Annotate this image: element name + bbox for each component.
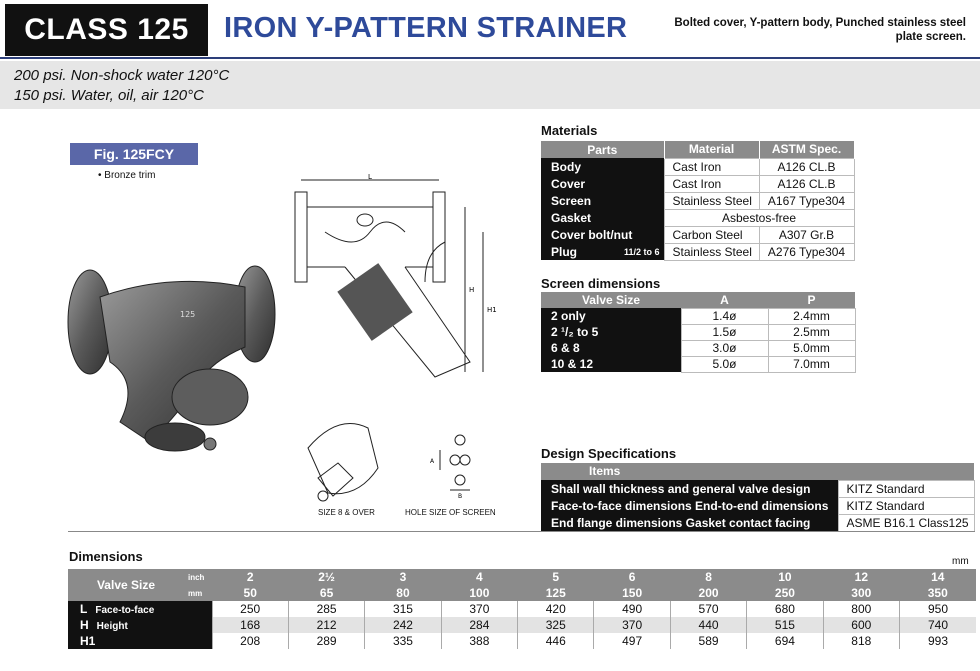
dimension-value: 289 [288, 633, 364, 649]
size-inch-cell: 8 [670, 569, 746, 585]
dimension-value: 446 [518, 633, 594, 649]
item-cell: End flange dimensions Gasket contact facing [541, 514, 838, 531]
size-mm-cell: 65 [288, 585, 364, 601]
p-cell: 7.0mm [768, 356, 855, 372]
figure-note: • Bronze trim [98, 170, 156, 181]
dimension-key [68, 601, 212, 617]
svg-text:H1: H1 [487, 306, 497, 314]
size-mm-cell: 50 [212, 585, 288, 601]
table-row [541, 514, 974, 531]
dimension-key [68, 633, 212, 649]
size-inch-cell: 4 [441, 569, 517, 585]
spec-cell: A126 CL.B [759, 158, 854, 175]
dimension-row [68, 617, 976, 633]
material-cell: Asbestos-free [664, 209, 854, 226]
dimension-value: 168 [212, 617, 288, 633]
dimension-key-desc: Face-to-face [95, 605, 155, 616]
value-cell: KITZ Standard [838, 480, 974, 497]
dimension-value: 490 [594, 601, 670, 617]
screen-title: Screen dimensions [541, 276, 661, 291]
dimension-value: 250 [212, 601, 288, 617]
table-row [541, 497, 974, 514]
design-table [541, 463, 975, 532]
table-row [541, 243, 854, 260]
size-inch-cell: 5 [518, 569, 594, 585]
size-mm-cell: 125 [518, 585, 594, 601]
dimension-value: 208 [212, 633, 288, 649]
materials-title: Materials [541, 123, 598, 138]
dimension-key-desc: Height [96, 621, 128, 632]
value-cell: KITZ Standard [838, 497, 974, 514]
product-title: IRON Y-PATTERN STRAINER [224, 12, 628, 44]
dimensions-title: Dimensions [69, 549, 143, 564]
valve-photo [60, 262, 280, 462]
size-inch-cell: 14 [900, 569, 976, 585]
dimension-value: 950 [900, 601, 976, 617]
screen-table [541, 292, 856, 373]
mm-label: mm [184, 585, 212, 601]
dimension-value: 740 [900, 617, 976, 633]
dimension-row [68, 633, 976, 649]
item-cell: Shall wall thickness and general valve design [541, 480, 838, 497]
spec-cell: A307 Gr.B [759, 226, 854, 243]
design-title: Design Specifications [541, 446, 677, 461]
inch-label: inch [184, 569, 212, 585]
unit-label: mm [952, 556, 969, 567]
part-label: Plug [551, 244, 577, 259]
dimension-value: 440 [670, 617, 746, 633]
material-cell: Cast Iron [664, 158, 759, 175]
dimension-value: 680 [747, 601, 823, 617]
dimension-key-label: L [80, 602, 88, 616]
spec-cell: A167 Type304 [759, 192, 854, 209]
p-cell: 5.0mm [768, 340, 855, 356]
a-cell: 1.5ø [681, 324, 768, 340]
table-row [541, 209, 854, 226]
dimension-value: 515 [747, 617, 823, 633]
caption-size: SIZE 8 & OVER [318, 508, 375, 517]
figure-tag: Fig. 125FCY [70, 143, 198, 165]
size-inch-cell: 3 [365, 569, 441, 585]
table-row [541, 340, 855, 356]
spec-cell: A126 CL.B [759, 175, 854, 192]
size-inch-cell: 6 [594, 569, 670, 585]
part-name: Body [541, 158, 664, 175]
section-divider [68, 531, 975, 532]
dimension-value: 497 [594, 633, 670, 649]
part-name: Cover [541, 175, 664, 192]
dimension-value: 242 [365, 617, 441, 633]
col-header: Items [541, 463, 974, 480]
dimension-value: 420 [518, 601, 594, 617]
size-cell: 6 & 8 [541, 340, 681, 356]
col-header: Valve Size [541, 292, 681, 308]
dimension-value: 212 [288, 617, 364, 633]
size-mm-cell: 350 [900, 585, 976, 601]
size-cell: 2 ¹/₂ to 5 [541, 324, 681, 340]
dimension-value: 993 [900, 633, 976, 649]
dimension-value: 370 [594, 617, 670, 633]
dimension-key-label: H1 [80, 634, 96, 648]
class-label: CLASS 125 [5, 4, 208, 56]
dimension-drawing [285, 172, 500, 402]
material-cell: Stainless Steel [664, 192, 759, 209]
a-cell: 1.4ø [681, 308, 768, 324]
size-mm-cell: 300 [823, 585, 899, 601]
caption-hole: HOLE SIZE OF SCREEN [405, 508, 496, 517]
part-name: Cover bolt/nut [541, 226, 664, 243]
a-cell: 5.0ø [681, 356, 768, 372]
p-cell: 2.5mm [768, 324, 855, 340]
p-cell: 2.4mm [768, 308, 855, 324]
page-header [0, 0, 980, 59]
svg-text:A: A [430, 458, 435, 465]
size-inch-cell: 12 [823, 569, 899, 585]
value-cell: ASME B16.1 Class125 [838, 514, 974, 531]
material-cell: Carbon Steel [664, 226, 759, 243]
material-cell: Cast Iron [664, 175, 759, 192]
table-row [541, 158, 854, 175]
part-name: Screen [541, 192, 664, 209]
col-header: ASTM Spec. [759, 141, 854, 158]
svg-text:125: 125 [180, 310, 196, 319]
dimension-key-label: H [80, 618, 89, 632]
dimension-value: 818 [823, 633, 899, 649]
table-row [541, 226, 854, 243]
dimension-value: 370 [441, 601, 517, 617]
dimension-value: 600 [823, 617, 899, 633]
size-mm-cell: 200 [670, 585, 746, 601]
dimension-value: 694 [747, 633, 823, 649]
dimension-value: 285 [288, 601, 364, 617]
material-cell: Stainless Steel [664, 243, 759, 260]
col-header: Material [664, 141, 759, 158]
svg-text:H: H [469, 286, 475, 294]
dimension-value: 284 [441, 617, 517, 633]
part-name: Gasket [541, 209, 664, 226]
col-header: Parts [541, 141, 664, 158]
size-cell: 10 & 12 [541, 356, 681, 372]
col-header: P [768, 292, 855, 308]
rating-line: 200 psi. Non-shock water 120°C [14, 67, 230, 84]
table-row [541, 324, 855, 340]
item-cell: Face-to-face dimensions End-to-end dimensions [541, 497, 838, 514]
svg-text:L: L [368, 173, 372, 181]
part-size-note: 11/2 to 6 [623, 246, 660, 257]
size-mm-cell: 150 [594, 585, 670, 601]
dimensions-table [68, 569, 976, 649]
size-mm-cell: 100 [441, 585, 517, 601]
a-cell: 3.0ø [681, 340, 768, 356]
dimension-key [68, 617, 212, 633]
dimension-row [68, 601, 976, 617]
col-header: A [681, 292, 768, 308]
table-row [541, 175, 854, 192]
table-row [541, 356, 855, 372]
dimension-value: 589 [670, 633, 746, 649]
size-inch-cell: 10 [747, 569, 823, 585]
size-mm-cell: 250 [747, 585, 823, 601]
dimensions-table-wrap [68, 569, 976, 649]
dimension-value: 570 [670, 601, 746, 617]
size-inch-cell: 2½ [288, 569, 364, 585]
rating-line: 150 psi. Water, oil, air 120°C [14, 87, 204, 104]
dimension-value: 388 [441, 633, 517, 649]
product-description: Bolted cover, Y-pattern body, Punched stainless steel plate screen. [674, 17, 966, 43]
table-row [541, 480, 974, 497]
table-row [541, 192, 854, 209]
materials-table [541, 141, 855, 261]
dimension-value: 800 [823, 601, 899, 617]
screen-hole-drawing [420, 430, 500, 500]
spec-cell: A276 Type304 [759, 243, 854, 260]
size-inch-cell: 2 [212, 569, 288, 585]
ratings-band [0, 61, 980, 109]
size-mm-cell: 80 [365, 585, 441, 601]
dimension-value: 315 [365, 601, 441, 617]
size-cell: 2 only [541, 308, 681, 324]
valve-size-label: Valve Size [68, 569, 184, 601]
svg-text:B: B [458, 493, 463, 500]
dimension-value: 335 [365, 633, 441, 649]
table-row [541, 308, 855, 324]
part-name [541, 243, 664, 260]
large-size-detail-drawing [298, 408, 388, 508]
dimension-key-desc [95, 637, 103, 648]
dimension-value: 325 [518, 617, 594, 633]
